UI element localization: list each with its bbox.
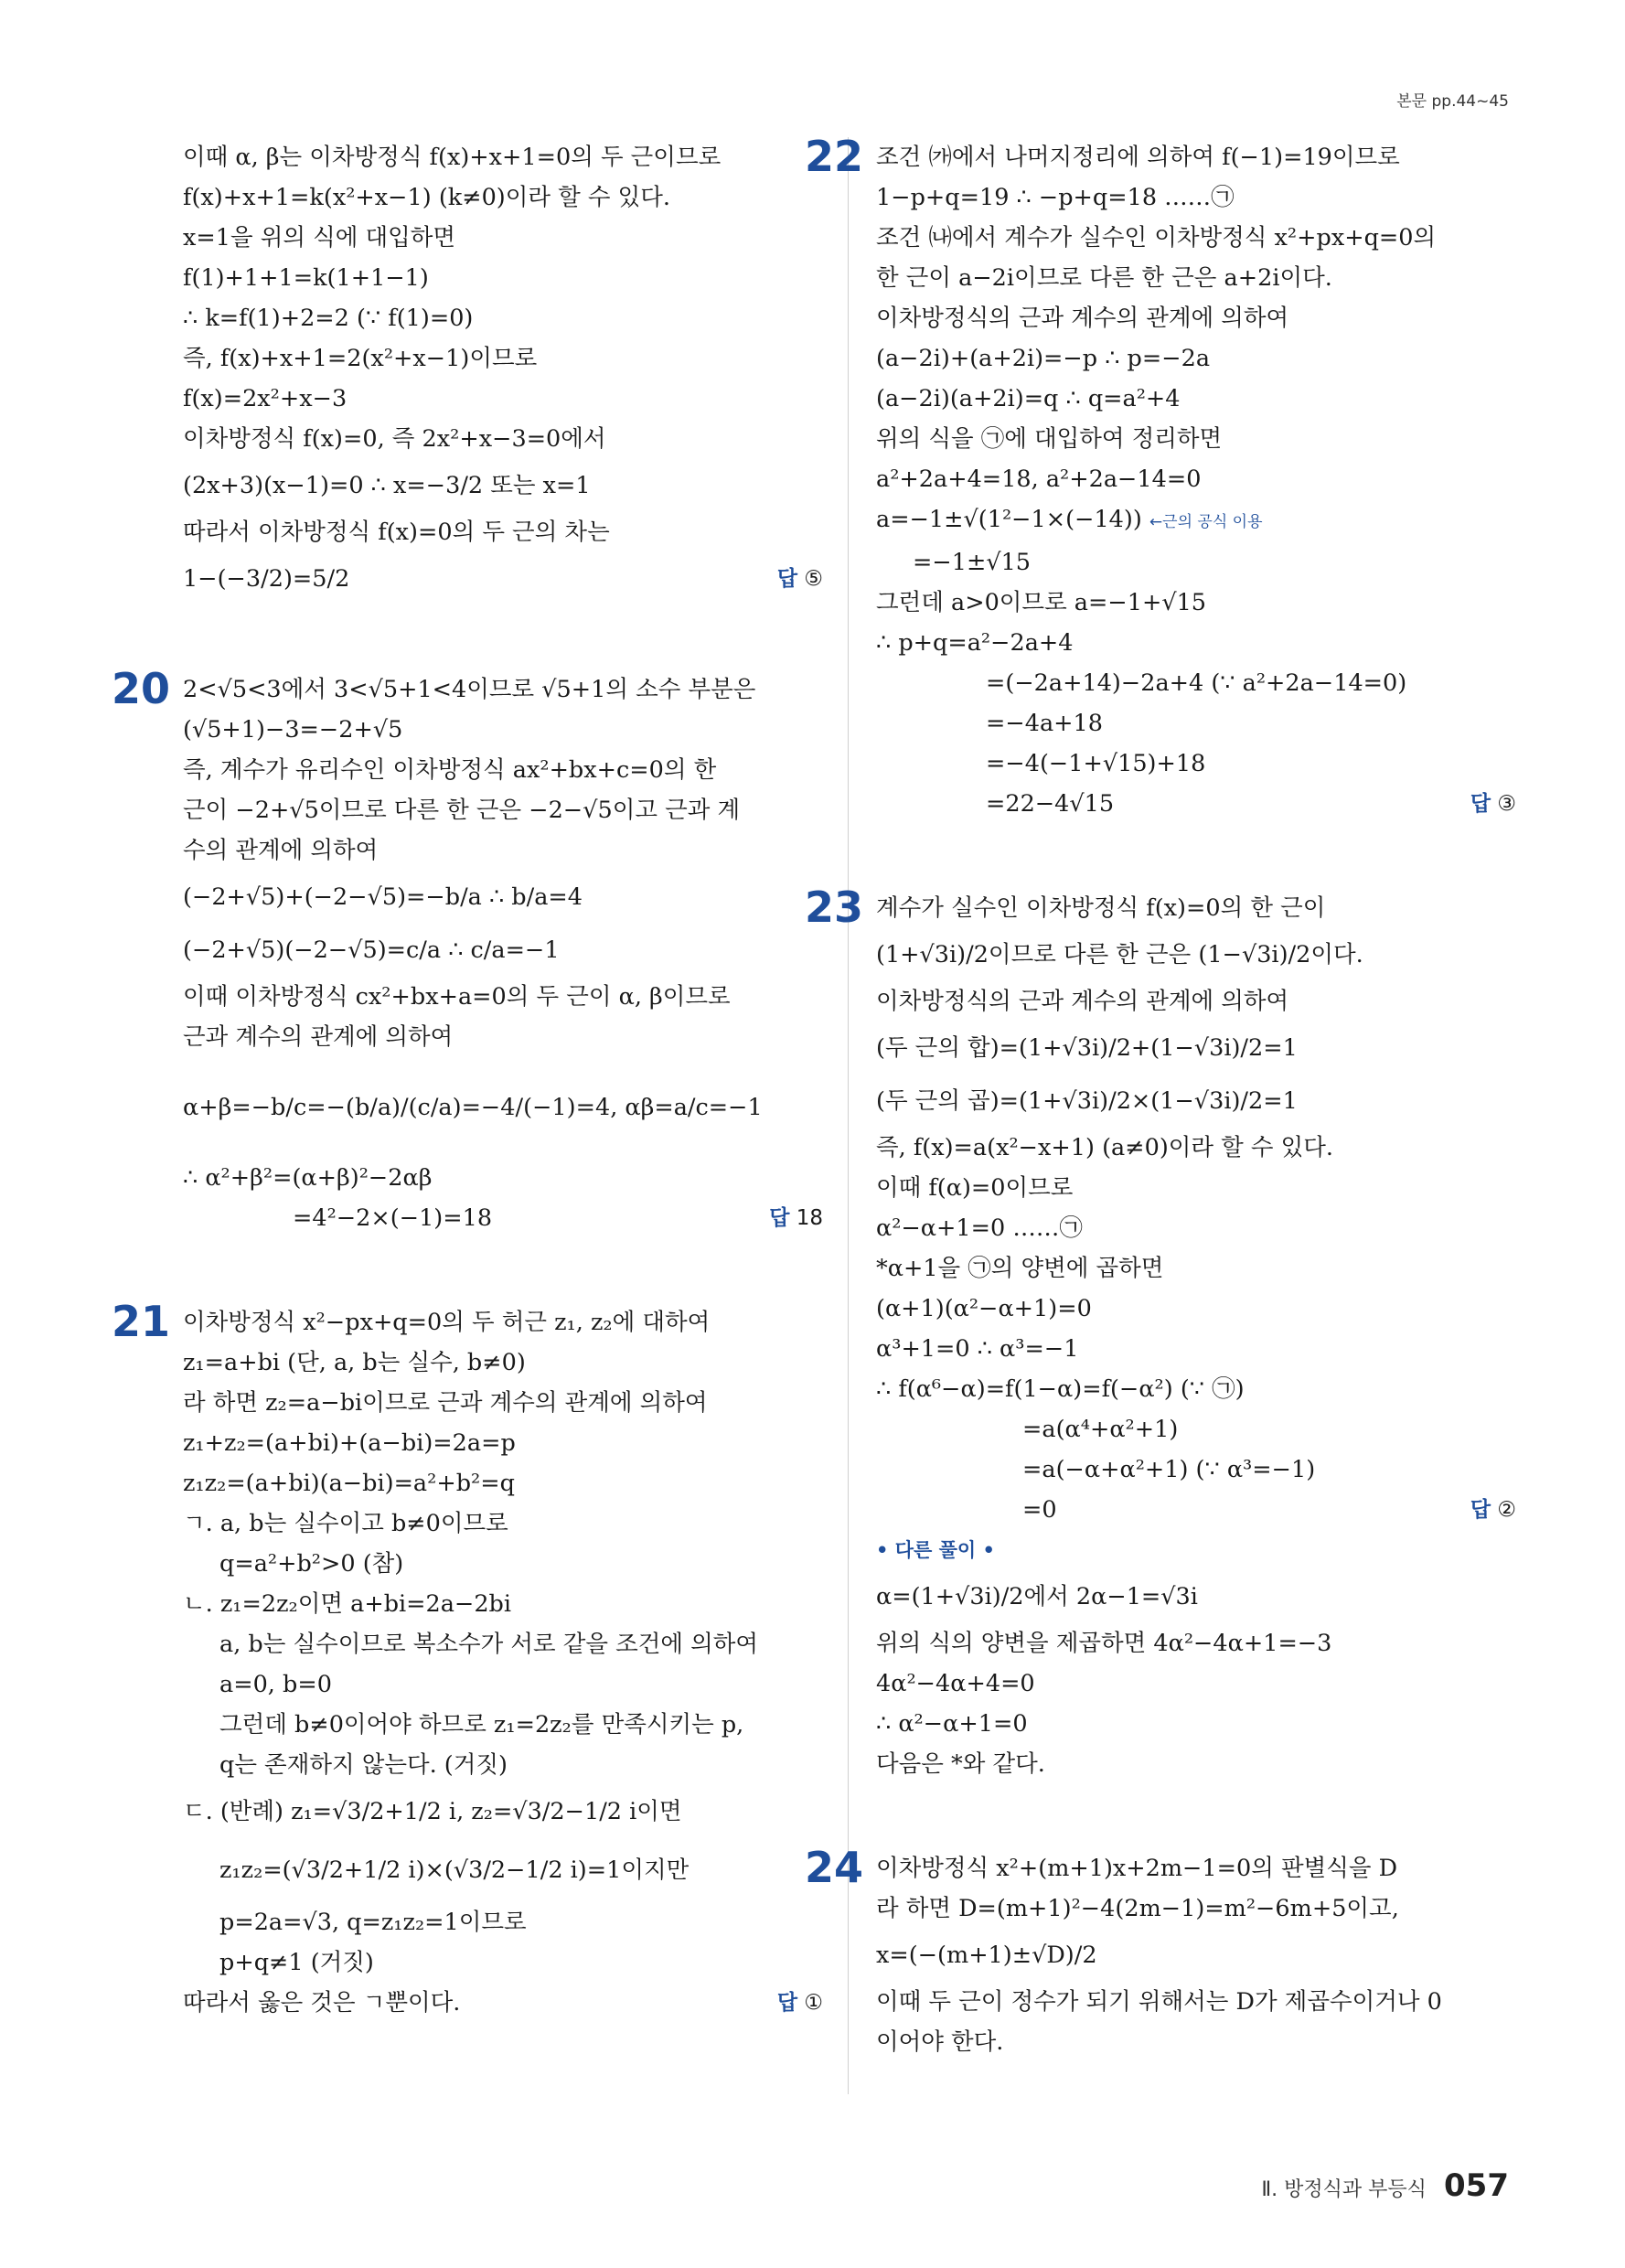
problem-number: 20 [112,664,171,713]
right-column [805,132,1516,2062]
solution-line: a²+2a+4=18, a²+2a−14=0 [876,465,1202,493]
solution-line: f(x)+x+1=k(x²+x−1) (k≠0)이라 할 수 있다. [183,184,670,211]
solution-line: 1−p+q=19 ∴ −p+q=18 ……㉠ [876,184,1235,211]
solution-line: 근과 계수의 관계에 의하여 [183,1023,454,1051]
solution-line: 이어야 한다. [876,2028,1004,2056]
solution-line: =−4(−1+√15)+18 [986,750,1206,777]
solution-line: =−4a+18 [986,710,1103,737]
solution-line: 그런데 b≠0이어야 하므로 z₁=2z₂를 만족시키는 p, [219,1711,744,1738]
solution-line: ∴ f(α⁶−α)=f(1−α)=f(−α²) (∵ ㉠) [876,1375,1245,1403]
solution-line: 위의 식의 양변을 제곱하면 4α²−4α+1=−3 [876,1630,1332,1657]
solution-line: =22−4√15 [986,790,1115,818]
problem-21 [112,1297,823,2023]
solution-line: f(1)+1+1=k(1+1−1) [183,264,429,292]
answer-19: 답 ⑤ [776,567,823,591]
solution-line: 이차방정식의 근과 계수의 관계에 의하여 [876,305,1289,332]
solution-line: =4²−2×(−1)=18 [293,1204,493,1232]
problem-22 [805,132,1516,824]
solution-line: =a(−α+α²+1) (∵ α³=−1) [1022,1456,1316,1483]
solution-line: 그런데 a>0이므로 a=−1+√15 [876,589,1207,616]
alternative-solution-title: • 다른 풀이 • [876,1539,995,1561]
problem-20 [112,664,823,1238]
solution-line: (2x+3)(x−1)=0 ∴ x=−3/2 또는 x=1 [183,472,591,499]
solution-line: 다음은 *와 같다. [876,1750,1045,1778]
solution-line: z₁+z₂=(a+bi)+(a−bi)=2a=p [183,1429,516,1457]
solution-line: p=2a=√3, q=z₁z₂=1이므로 [219,1909,527,1936]
solution-line: a, b는 실수이므로 복소수가 서로 같을 조건에 의하여 [219,1631,759,1658]
problem-number: 24 [805,1843,864,1892]
problem-number: 22 [805,132,864,181]
solution-line: *α+1을 ㉠의 양변에 곱하면 [876,1255,1164,1282]
solution-line: 4α²−4α+4=0 [876,1670,1035,1697]
solution-line: 이때 이차방정식 cx²+bx+a=0의 두 근이 α, β이므로 [183,983,731,1011]
solution-line: α³+1=0 ∴ α³=−1 [876,1335,1079,1363]
solution-line: (√5+1)−3=−2+√5 [183,716,403,744]
solution-line: (−2+√5)+(−2−√5)=−b/a ∴ b/a=4 [183,883,583,911]
section-title: Ⅱ. 방정식과 부등식 [1261,2178,1427,2201]
solution-line: α=(1+√3i)/2에서 2α−1=√3i [876,1583,1198,1610]
solution-line: 근이 −2+√5이므로 다른 한 근은 −2−√5이고 근과 계 [183,797,741,824]
solution-line: z₁=a+bi (단, a, b는 실수, b≠0) [183,1349,526,1376]
problem-24 [805,1843,1516,2062]
solution-line: 이차방정식 x²−px+q=0의 두 허근 z₁, z₂에 대하여 [183,1309,711,1336]
solution-line: z₁z₂=(a+bi)(a−bi)=a²+b²=q [183,1470,515,1497]
solution-line: 계수가 실수인 이차방정식 f(x)=0의 한 근이 [876,894,1326,922]
solution-line: 따라서 옳은 것은 ㄱ뿐이다. [183,1989,461,2017]
solution-line: =0 [1022,1496,1057,1524]
solution-line: ∴ α²+β²=(α+β)²−2αβ [183,1164,433,1192]
page-number: 057 [1444,2167,1509,2204]
solution-line: 이차방정식 x²+(m+1)x+2m−1=0의 판별식을 D [876,1855,1398,1882]
solution-line: ㄷ. (반례) z₁=√3/2+1/2 i, z₂=√3/2−1/2 i이면 [183,1798,682,1825]
solution-line: (두 근의 곱)=(1+√3i)/2×(1−√3i)/2=1 [876,1087,1298,1115]
solution-line: 즉, f(x)=a(x²−x+1) (a≠0)이라 할 수 있다. [876,1134,1333,1161]
solution-line: 이때 f(α)=0이므로 [876,1174,1074,1202]
solution-line: p+q≠1 (거짓) [219,1949,374,1976]
solution-line: (α+1)(α²−α+1)=0 [876,1295,1092,1322]
problem-number: 23 [805,883,864,932]
formula-note: ←근의 공식 이용 [1149,513,1263,531]
solution-line: =a(α⁴+α²+1) [1022,1416,1179,1443]
answer-23: 답 ② [1470,1498,1516,1522]
solution-line: q=a²+b²>0 (참) [219,1550,404,1578]
answer-21: 답 ① [776,1991,823,2015]
solution-line: 이때 두 근이 정수가 되기 위해서는 D가 제곱수이거나 0 [876,1988,1442,2016]
solution-line: ∴ p+q=a²−2a+4 [876,629,1074,657]
solution-line: (두 근의 합)=(1+√3i)/2+(1−√3i)/2=1 [876,1034,1298,1062]
solution-line: q는 존재하지 않는다. (거짓) [219,1751,508,1779]
solution-line: (1+√3i)/2이므로 다른 한 근은 (1−√3i)/2이다. [876,941,1363,968]
solution-line: 따라서 이차방정식 f(x)=0의 두 근의 차는 [183,519,610,546]
solution-line: 즉, f(x)+x+1=2(x²+x−1)이므로 [183,345,538,372]
solution-line: 한 근이 a−2i이므로 다른 한 근은 a+2i이다. [876,264,1332,292]
solution-line: a=−1±√(1²−1×(−14)) [876,506,1142,533]
solution-line: α²−α+1=0 ……㉠ [876,1214,1083,1242]
solution-line: ㄴ. z₁=2z₂이면 a+bi=2a−2bi [183,1590,512,1618]
solution-line: f(x)=2x²+x−3 [183,385,347,412]
solution-line: 조건 ㈏에서 계수가 실수인 이차방정식 x²+px+q=0의 [876,224,1437,251]
page-range-header: 본문 pp.44~45 [1396,92,1509,111]
solution-line: x=1을 위의 식에 대입하면 [183,224,455,251]
answer-22: 답 ③ [1470,792,1516,816]
left-column [112,137,823,2023]
problem-19-continued [183,137,823,605]
solution-line: ∴ k=f(1)+2=2 (∵ f(1)=0) [183,305,474,332]
solution-line: (−2+√5)(−2−√5)=c/a ∴ c/a=−1 [183,936,560,964]
problem-23 [805,883,1516,1784]
solution-line: (a−2i)+(a+2i)=−p ∴ p=−2a [876,345,1211,372]
column-divider [848,137,849,2094]
solution-line: ∴ α²−α+1=0 [876,1710,1028,1738]
solution-line: 이차방정식 f(x)=0, 즉 2x²+x−3=0에서 [183,425,606,453]
solution-line: 라 하면 D=(m+1)²−4(2m−1)=m²−6m+5이고, [876,1895,1399,1922]
solution-line: 조건 ㈎에서 나머지정리에 의하여 f(−1)=19이므로 [876,144,1400,171]
solution-line: ㄱ. a, b는 실수이고 b≠0이므로 [183,1510,508,1537]
solution-line: α+β=−b/c=−(b/a)/(c/a)=−4/(−1)=4, αβ=a/c=−1 [183,1094,763,1121]
solution-line: a=0, b=0 [219,1671,332,1698]
solution-line: 즉, 계수가 유리수인 이차방정식 ax²+bx+c=0의 한 [183,756,717,784]
solution-line: 1−(−3/2)=5/2 [183,565,350,593]
solution-line: 라 하면 z₂=a−bi이므로 근과 계수의 관계에 의하여 [183,1389,708,1417]
problem-number: 21 [112,1297,171,1346]
answer-20: 답 18 [769,1206,823,1230]
page-footer [1261,2167,1509,2204]
solution-line: x=(−(m+1)±√D)/2 [876,1942,1097,1969]
solution-line: =−1±√15 [913,549,1032,576]
solution-line: 이때 α, β는 이차방정식 f(x)+x+1=0의 두 근이므로 [183,144,722,171]
solution-line: 이차방정식의 근과 계수의 관계에 의하여 [876,988,1289,1015]
solution-line: 수의 관계에 의하여 [183,837,379,864]
solution-line: z₁z₂=(√3/2+1/2 i)×(√3/2−1/2 i)=1이지만 [219,1856,690,1884]
solution-line: 위의 식을 ㉠에 대입하여 정리하면 [876,425,1223,453]
solution-line: (a−2i)(a+2i)=q ∴ q=a²+4 [876,385,1181,412]
solution-line: =(−2a+14)−2a+4 (∵ a²+2a−14=0) [986,669,1407,697]
solution-line: 2<√5<3에서 3<√5+1<4이므로 √5+1의 소수 부분은 [183,676,756,703]
